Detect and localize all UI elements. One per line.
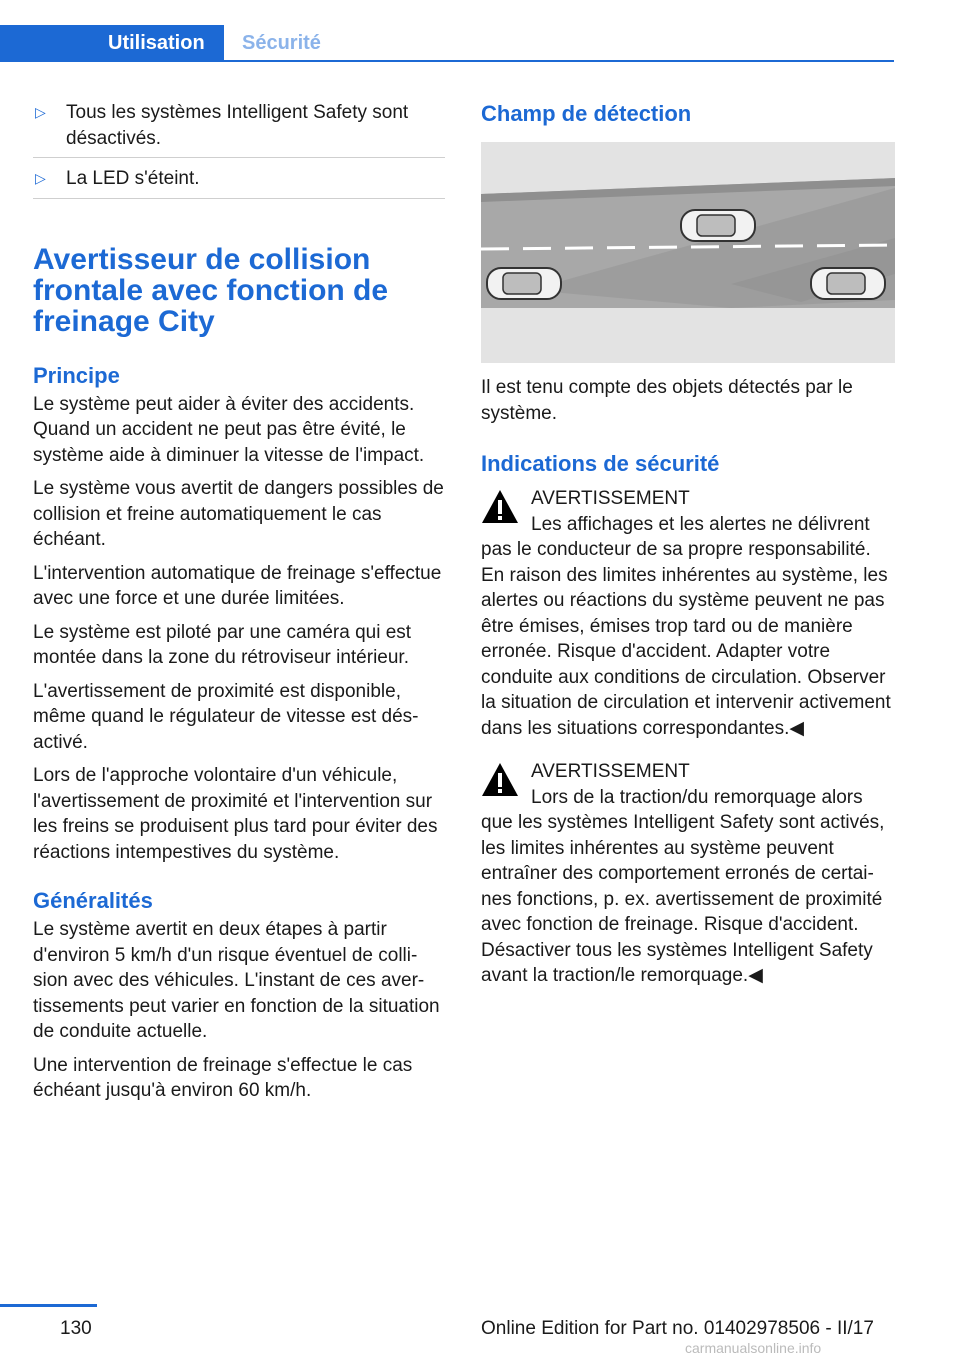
warning-triangle-icon xyxy=(481,761,519,799)
warning-triangle-icon xyxy=(481,488,519,526)
warning-label: AVERTISSEMENT xyxy=(531,488,690,509)
paragraph: Une intervention de freinage s'effectue le cas échéant jusqu'à environ 60 km/h. xyxy=(33,1054,413,1101)
chapter-header xyxy=(0,25,894,62)
paragraph: Le système peut aider à éviter des accidents. Quand un accident ne peut pas être évité, le système aide à diminuer la vitesse de l'impact. xyxy=(33,393,425,466)
list-item xyxy=(33,100,445,158)
paragraph: L'intervention automatique de freinage s'effectue avec une force et une durée limitées. xyxy=(33,562,442,609)
champ-heading: Champ de détection xyxy=(481,101,692,126)
triangle-bullet-icon: ▷ xyxy=(35,104,46,120)
list-item xyxy=(33,162,445,199)
list-item-text: Tous les systèmes Intelligent Safety sont désactivés. xyxy=(66,102,409,149)
generalites-heading: Généralités xyxy=(33,888,153,913)
warning-first-line: Lors de la traction/du remorquage alors xyxy=(531,786,863,808)
watermark: carmanualsonline.info xyxy=(685,1340,822,1356)
warning-block xyxy=(481,759,895,989)
paragraph: Le système est piloté par une caméra qui est montée dans la zone du rétroviseur intérieur. xyxy=(33,621,412,668)
securite-heading: Indications de sécurité xyxy=(481,451,720,476)
list-item-text: La LED s'éteint. xyxy=(66,168,200,189)
footer-rule xyxy=(0,1304,97,1307)
tab-utilisation[interactable]: Utilisation xyxy=(0,25,224,62)
paragraph: Le système avertit en deux étapes à partir d'environ 5 km/h d'un risque éventuel de collision avec des véhicules. L'instant de ces avertissements peut varier en fonction de la situation de conduite actuelle. xyxy=(33,919,440,1042)
car-icon xyxy=(681,210,755,241)
paragraph: Le système vous avertit de dangers possibles de collision et freine automatiquement le cas échéant. xyxy=(33,478,444,550)
warning-first-line: Les affichages et les alertes ne délivrent xyxy=(531,513,870,535)
illustration-caption: Il est tenu compte des objets détectés par le système. xyxy=(481,377,853,424)
edition-info: Online Edition for Part no. 01402978506 - II/17 xyxy=(481,1318,874,1339)
car-icon xyxy=(487,268,561,299)
section-title: Avertisseur de collision frontale avec fonction de freinage City xyxy=(33,242,389,338)
warning-text: pas le conducteur de sa propre responsabilité. En raison des limites inhérentes au système, les alertes ou réactions du système peuvent ne pas être émises, émises trop tard ou de manière erronée. Risque d'accident. Adapter votre conduite aux conditions de circulation. Observer la situation de circulation et intervenir activement dans les situations correspondantes.◀ xyxy=(481,539,891,739)
paragraph: Lors de l'approche volontaire d'un véhicule, l'avertissement de proximité et l'intervention sur les freins se produisent plus tard pour éviter des réactions intempestives du système. xyxy=(33,765,438,863)
page-number: 130 xyxy=(60,1318,92,1339)
car-icon xyxy=(811,268,885,299)
tab-securite[interactable]: Sécurité xyxy=(242,32,321,54)
warning-label: AVERTISSEMENT xyxy=(531,761,690,782)
road-diagram xyxy=(481,142,895,363)
header-rule xyxy=(0,60,894,62)
detection-field-illustration xyxy=(481,142,895,363)
right-column xyxy=(481,100,895,997)
warning-block xyxy=(481,486,895,741)
warning-text: que les systèmes Intelligent Safety sont activés, les limites inhérentes au système peuvent entraîner des comportement erronés de certaines fonctions, p. ex. avertissement de proximité avec fonction de freinage. Risque d'accident. Désactiver tous les systèmes Intelligent Safety avant la traction/le remorquage.◀ xyxy=(481,812,885,986)
left-column xyxy=(33,100,445,1112)
paragraph: L'avertissement de proximité est disponible, même quand le régulateur de vitesse est désactivé. xyxy=(33,680,419,753)
principe-heading: Principe xyxy=(33,362,120,388)
triangle-bullet-icon: ▷ xyxy=(35,170,46,186)
